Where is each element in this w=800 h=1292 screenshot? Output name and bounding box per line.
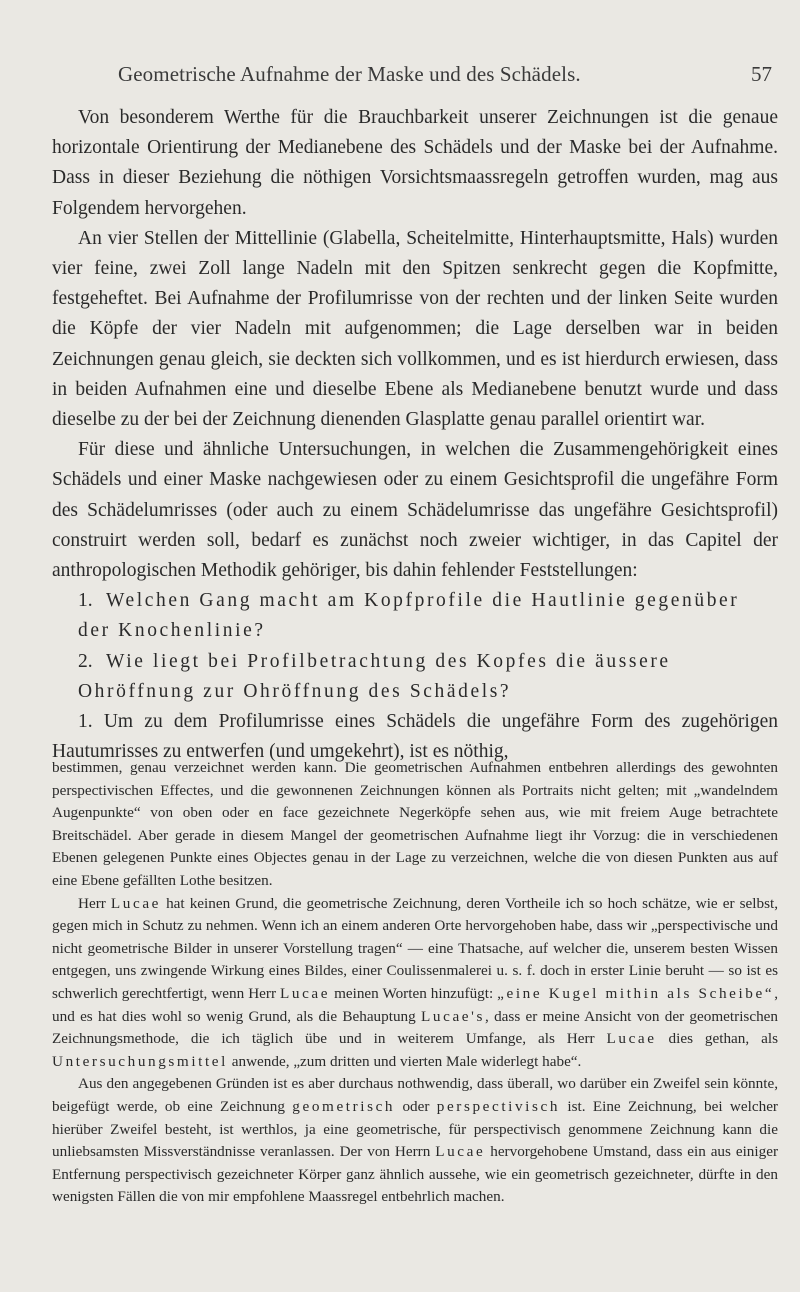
author-name: Lucae's bbox=[421, 1007, 485, 1025]
author-name: Lucae bbox=[110, 894, 161, 912]
body-paragraph-1: Von besonderem Werthe für die Brauchbarkeit unserer Zeichnungen ist die genaue horizontale Orientirung der Medianebene des Schädels und der Maske bei der Aufnahme. Dass in dieser Beziehung die nöthigen Vorsichtsmaassregeln getroffen wurden, mag aus Folgendem hervorgehen. bbox=[52, 107, 778, 219]
footnote-text: , dass er meine Ansicht von der geometrischen Zeichnungsmethode, die ich täglich übe und in weiterem Umfange, als Herr bbox=[52, 1007, 778, 1048]
list-item-number: 2. bbox=[78, 650, 93, 672]
list-item-text: Wie liegt bei Profilbetrachtung des Kopfes die äussere Ohröffnung zur Ohröffnung des Schädels? bbox=[78, 650, 671, 702]
footnote-paragraph-3 bbox=[52, 1073, 778, 1209]
page-number: 57 bbox=[751, 62, 772, 86]
footnote-text: Aus den angegebenen Gründen ist es aber durchaus nothwendig, dass überall, wo darüber ein Zweifel sein könnte, beigefügt werde, ob eine Zeichnung bbox=[52, 1075, 778, 1115]
running-title: Geometrische Aufnahme der Maske und des Schädels. bbox=[118, 62, 581, 86]
footnote-paragraph-2 bbox=[52, 893, 778, 1074]
footnote-text: ist. Eine Zeichnung, bei welcher hierüber Zweifel besteht, ist werthlos, ja eine geometrische, für perspectivisch genommene Zeichnung kann die unliebsamsten Missverständnisse veranlassen. Der von Herrn bbox=[52, 1097, 778, 1161]
question-list bbox=[52, 586, 778, 707]
list-item-text: Welchen Gang macht am Kopfprofile die Hautlinie gegenüber der Knochenlinie? bbox=[78, 590, 740, 642]
emphasized-term: geometrisch bbox=[292, 1097, 396, 1115]
list-item bbox=[52, 586, 778, 646]
footnote-text: meinen Worten hinzufügt: bbox=[330, 984, 498, 1002]
main-text bbox=[52, 103, 778, 767]
footnote-text: dies gethan, als bbox=[656, 1030, 778, 1048]
footnote-text: hat keinen Grund, die geometrische Zeichnung, deren Vortheile ich so hoch schätze, wie er selbst, gegen mich in Schutz zu nehmen. Wenn ich an einem anderen Orte hervorgehoben habe, dass wir „perspectivische und nicht geometrische Bilder in unserer Vorstellung tragen“ — eine Thatsache, auf welcher die, unserem besten Wissen entgegen, uns zwingende Wirkung eines Bildes, einer Coulissenmalerei u. s. f. doch in erster Linie beruht — so ist es schwerlich gerechtfertigt, wenn Herr bbox=[52, 894, 779, 1002]
footnote-text: anwende, „zum dritten und vierten Male widerlegt habe“. bbox=[227, 1052, 582, 1070]
body-paragraph-3: Für diese und ähnliche Untersuchungen, in welchen die Zusammengehörigkeit eines Schädels und einer Maske nachgewiesen oder zu einem Gesichtsprofil die ungefähre Form des Schädelumrisses (oder auch zu einem Schädelumrisse das ungefähre Gesichtsprofil) construirt werden soll, bedarf es zunächst noch zweier wichtiger, in das Capitel der anthropologischen Methodik gehöriger, bis dahin fehlender Feststellungen: bbox=[52, 439, 778, 582]
author-name: Lucae bbox=[435, 1143, 486, 1161]
author-name: Lucae bbox=[280, 984, 331, 1002]
list-item bbox=[52, 647, 778, 707]
footnote-text: Herr bbox=[78, 894, 111, 912]
body-paragraph-4: 1. Um zu dem Profilumrisse eines Schädels die ungefähre Form des zugehörigen Hautumrisses zu entwerfen (und umgekehrt), ist es nöthig, bbox=[52, 711, 778, 763]
quoted-phrase: „eine Kugel mithin als Scheibe“ bbox=[497, 984, 775, 1002]
body-paragraph-2: An vier Stellen der Mittellinie (Glabella, Scheitelmitte, Hinterhauptsmitte, Hals) wurden vier feine, zwei Zoll lange Nadeln mit den Spitzen senkrecht gegen die Kopfmitte, festgeheftet. Bei Aufnahme der Profilumrisse von der rechten und der linken Seite wurden die Köpfe der vier Nadeln mit aufgenommen; die Lage derselben war in beiden Zeichnungen genau gleich, sie deckten sich vollkommen, und es ist hierdurch erwiesen, dass in beiden Aufnahmen eine und dieselbe Ebene als Medianebene benutzt wurde und dass dieselbe zu der bei der Zeichnung dienenden Glasplatte genau parallel orientirt war. bbox=[52, 227, 778, 431]
footnote-text: , und es hat dies wohl so wenig Grund, als die Behauptung bbox=[52, 984, 778, 1025]
footnote-block bbox=[52, 757, 778, 1209]
footnote-text: hervorgehobene Umstand, dass ein aus einiger Entfernung perspectivisch gezeichneter Körper ganz ähnlich aussehe, wie ein geometrisch gezeichneter, dürfte in den wenigsten Fällen die von mir empfohlene Maassregel entbehrlich machen. bbox=[52, 1143, 778, 1206]
author-name: Lucae bbox=[606, 1030, 657, 1048]
page-header bbox=[0, 62, 800, 92]
footnote-text: oder bbox=[395, 1097, 437, 1115]
emphasized-term: perspectivisch bbox=[436, 1097, 561, 1115]
footnote-paragraph-1: bestimmen, genau verzeichnet werden kann. Die geometrischen Aufnahmen entbehren allerdings des gewohnten perspectivischen Effectes, und die gewonnenen Zeichnungen können als Portraits nicht gelten; mit „wandelndem Augenpunkte“ von oben oder en face gezeichnete Negerköpfe sehen aus, wie mit freiem Auge betrachtete Breitschädel. Aber gerade in diesem Mangel der geometrischen Aufnahme liegt ihr Vorzug: die in verschiedenen Ebenen gelegenen Punkte eines Objectes genau in der Lage zu verzeichnen, welche die von diesen Punkten aus auf eine Ebene gefällten Lothe besitzen. bbox=[52, 759, 778, 889]
emphasized-term: Untersuchungsmittel bbox=[52, 1052, 228, 1070]
list-item-number: 1. bbox=[78, 590, 93, 612]
